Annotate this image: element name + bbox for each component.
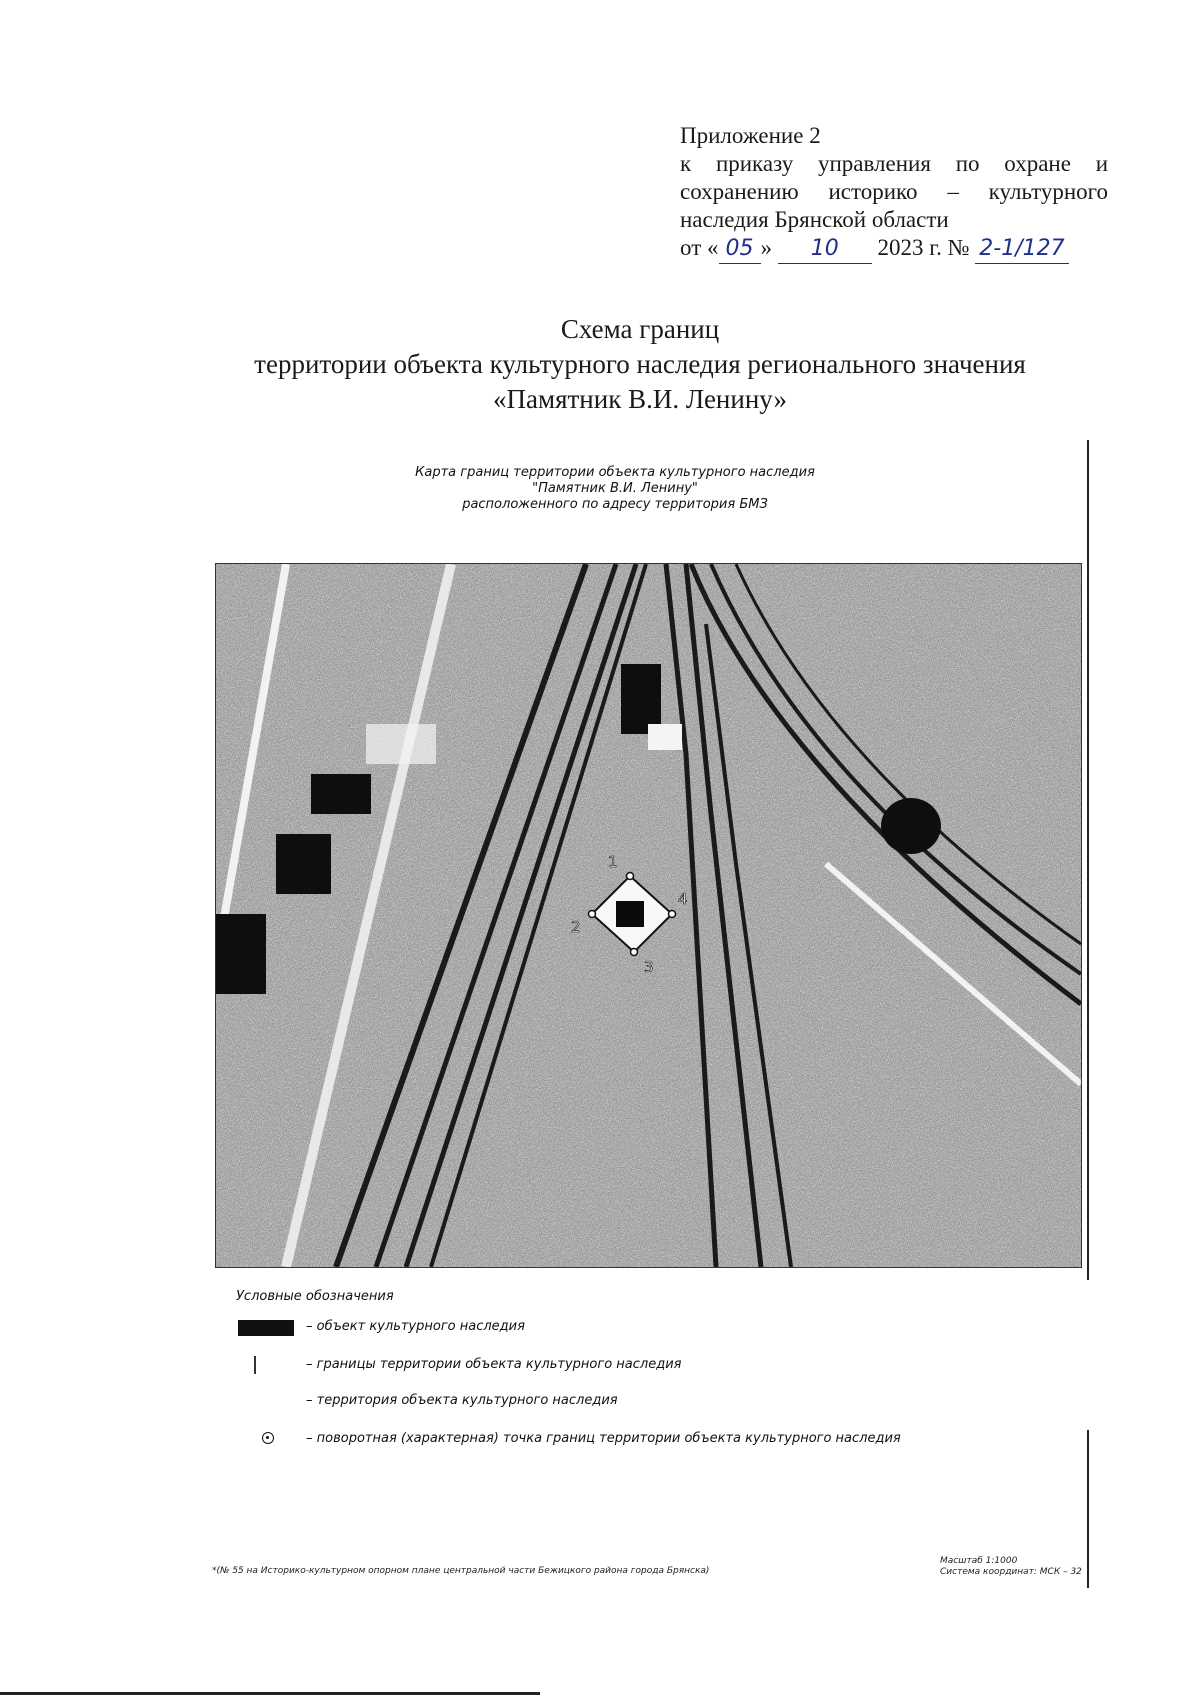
scale-text: Масштаб 1:1000 [940,1556,1018,1566]
document-title [190,312,1090,417]
map-caption-line-3: расположенного по адресу территория БМЗ [462,497,768,512]
handwritten-month: 10 [778,235,872,264]
legend-item-turning-point [236,1428,996,1450]
date-close: » [760,235,772,260]
point-label-4: 4 [678,890,688,908]
heritage-object [616,901,644,927]
aerial-map [215,563,1082,1268]
appendix-order-reference: к приказу управления по охране и сохранению историко – культурного наследия Брянской области [680,151,1108,232]
map-caption-line-1: Карта границ территории объекта культурного наследия [415,465,815,480]
legend-text-territory: – территория объекта культурного наследия [306,1393,618,1408]
frame-right-edge [1087,440,1089,1280]
point-label-2: 2 [571,918,581,936]
handwritten-day: 05 [719,235,761,264]
turning-point-icon [236,1428,296,1450]
legend-text-boundary: – границы территории объекта культурного наследия [306,1357,682,1372]
appendix-label: Приложение 2 [680,123,821,148]
legend-text-turning-point: – поворотная (характерная) точка границ территории объекта культурного наследия [306,1431,901,1446]
legend-symbol-boundary [236,1354,296,1376]
title-line-1: Схема границ [560,314,720,344]
title-line-2: территории объекта культурного наследия регионального значения [254,349,1026,379]
legend-item-boundary [236,1354,996,1376]
appendix-date-line [680,234,1108,264]
year-text: 2023 г. № [877,235,970,260]
footnote: *(№ 55 на Историко-культурном опорном плане центральной части Бежицкого района города Брянска) [212,1566,710,1576]
scan-edge-bar [0,1692,540,1695]
date-prefix: от « [680,235,719,260]
map-caption [330,465,900,513]
map-caption-line-2: "Памятник В.И. Ленину" [532,481,698,496]
aerial-map-graphic [216,564,1081,1267]
point-label-1: 1 [608,853,618,871]
handwritten-order-number: 2-1/127 [975,235,1068,264]
legend-title: Условные обозначения [236,1289,394,1304]
title-line-3: «Памятник В.И. Ленину» [493,384,787,414]
point-label-3: 3 [644,958,654,976]
legend-symbol-object [236,1316,296,1338]
legend-item-object [236,1316,996,1338]
legend-text-object: – объект культурного наследия [306,1319,525,1334]
legend-item-territory [236,1390,996,1412]
scale-block [940,1556,1090,1578]
legend-symbol-territory [236,1390,296,1412]
appendix-block [680,122,1108,264]
coordinate-system-text: Система координат: МСК – 32 [940,1567,1082,1577]
